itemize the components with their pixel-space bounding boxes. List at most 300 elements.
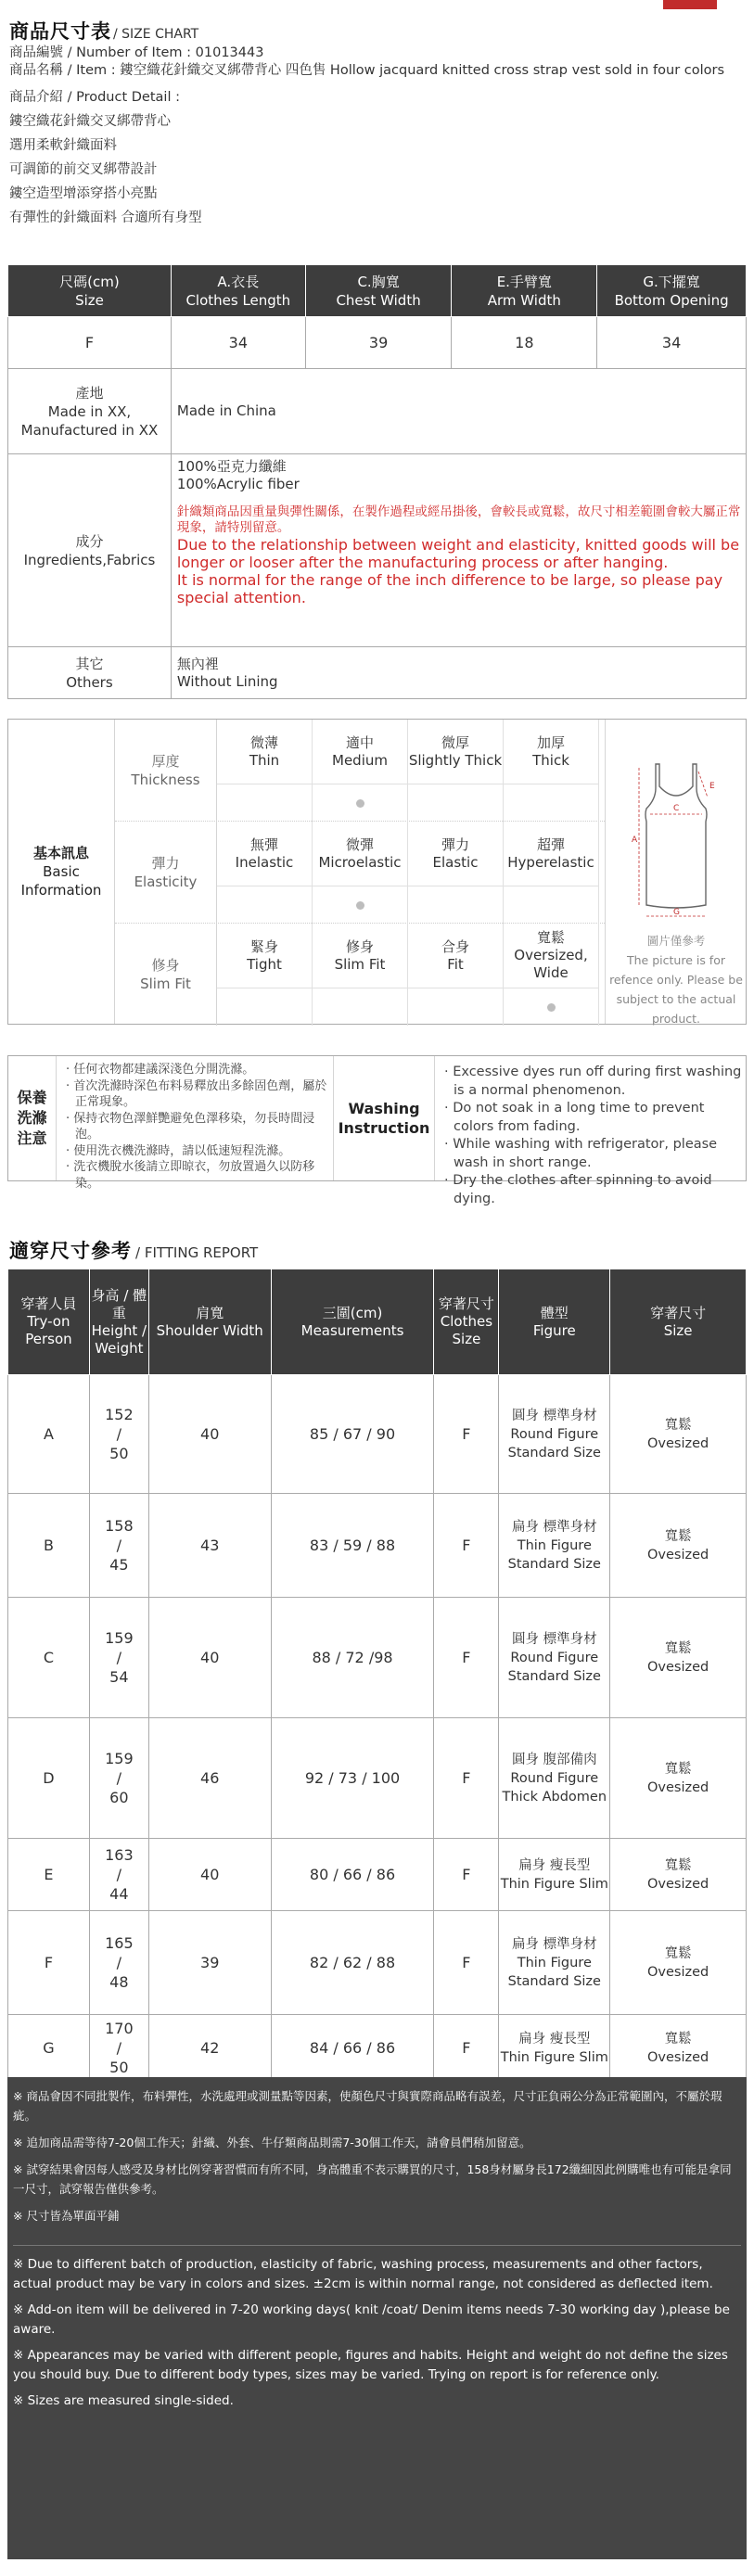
washing-title-zh: [8, 1056, 57, 1180]
try-on-person: C: [43, 1649, 55, 1666]
figure-cell: [499, 1375, 610, 1494]
fitting-header-zh: 身高 / 體重: [91, 1286, 147, 1321]
option-zh: 彈力: [441, 835, 469, 853]
fit-zh: 寬鬆: [664, 1417, 692, 1433]
tank-top-diagram-icon: [619, 757, 734, 924]
fit-en: Ovesized: [646, 1547, 709, 1562]
washing-item-zh: · 使用洗衣機洗滌時，請以低速短程洗滌。: [66, 1143, 291, 1158]
ingredients-label: [8, 454, 172, 647]
washing-item-en: · Do not soak in a long time to prevent colors from fading.: [444, 1101, 705, 1134]
option-zh: 微厚: [441, 733, 469, 751]
size-cell: 34: [597, 317, 747, 369]
option-zh: 無彈: [249, 835, 278, 853]
fitting-header-cell: [148, 1269, 271, 1375]
elasticity-indicator-cell: [408, 886, 504, 924]
fit-size: [610, 1856, 746, 1894]
clothes-size-cell: [434, 1598, 499, 1718]
measurements-cell: [271, 1911, 434, 2015]
clothes-size-cell: [434, 1839, 499, 1911]
weight-value: 60: [109, 1789, 129, 1806]
fit-size-cell: [610, 1718, 747, 1839]
ingredients-line: 100%亞克力纖維: [176, 458, 287, 475]
try-on-person: G: [43, 2039, 55, 2057]
height-weight-cell: [89, 1494, 148, 1598]
try-on-person-cell: [8, 1598, 90, 1718]
fit-en: Ovesized: [646, 1876, 709, 1892]
measurements-cell: [271, 1839, 434, 1911]
basic-info-title-zh: 基本訊息: [32, 845, 89, 861]
intro-line: 選用柔軟針織面料: [9, 138, 117, 153]
origin-label-zh: 產地: [75, 384, 104, 402]
fitting-header-en: Height / Weight: [91, 1321, 147, 1357]
height-weight-cell: [89, 1718, 148, 1839]
height-weight-separator: /: [116, 1649, 122, 1666]
note-zh: ※ 試穿結果會因每人感受及身材比例穿著習慣而有所不同，身高體重不表示購買的尺寸，158身材屬身長172纖細因此例購唯也有可能是拿同一尺寸，試穿報告僅供參考。: [13, 2162, 732, 2196]
fit-zh: 寬鬆: [664, 1640, 692, 1656]
size-header-cell: [452, 265, 597, 317]
figure-en: Thin Figure Slim: [500, 2049, 608, 2065]
height-weight-separator: /: [116, 2039, 122, 2057]
washing-list-en: [441, 1064, 742, 1208]
weight-value: 48: [109, 1973, 129, 1991]
fitting-header-en: Figure: [532, 1321, 576, 1339]
selected-indicator-dot: [356, 901, 364, 910]
elasticity-option: [504, 822, 599, 886]
thickness-option: [408, 720, 504, 784]
size-chart-title-zh: 商品尺寸表: [9, 20, 111, 43]
item-number: 商品編號 / Number of Item : 01013443: [9, 45, 264, 60]
elasticity-indicator-cell: [504, 886, 599, 924]
clothes-size: F: [462, 1425, 471, 1443]
option-en: Hyperelastic: [507, 853, 594, 871]
size-header-zh: C.胸寬: [357, 273, 400, 290]
fitting-report-table: [7, 1269, 747, 2082]
figure-cell: [499, 1911, 610, 2015]
thickness-row: [115, 720, 605, 822]
figure-type: [499, 1751, 609, 1806]
washing-item-text: 洗衣機脫水後請立即晾衣，勿放置過久以防移染。: [73, 1160, 315, 1191]
try-on-person-cell: [8, 1375, 90, 1494]
fitting-row: [8, 1911, 747, 2015]
size-header-en: Bottom Opening: [614, 291, 729, 309]
height-value: 163: [105, 1846, 134, 1864]
size-cell: 39: [305, 317, 452, 369]
washing-item-text: 使用洗衣機洗滌時，請以低速短程洗滌。: [73, 1143, 291, 1158]
size-table: [7, 264, 747, 699]
fitting-header-en: Try-on Person: [25, 1313, 72, 1347]
clothes-size-cell: [434, 1718, 499, 1839]
washing-item-en: · Dry the clothes after spinning to avoid dying.: [444, 1173, 712, 1206]
option-en: Microelastic: [318, 853, 402, 871]
figure-caption: [609, 931, 743, 1028]
intro-line: 有彈性的針織面料 合適所有身型: [9, 210, 202, 225]
dimension-label-c: C: [673, 804, 680, 813]
clothes-size: F: [462, 1649, 471, 1666]
option-zh: 寬鬆: [536, 929, 565, 946]
height-weight-separator: /: [116, 1954, 122, 1971]
figure-type: [499, 1935, 609, 1991]
shoulder-width: 40: [200, 1866, 220, 1883]
figure-caption-en: The picture is for refence only. Please be subject to the actual product.: [609, 953, 743, 1026]
clothes-size: F: [462, 2039, 471, 2057]
fit-zh: 寬鬆: [664, 2031, 692, 2047]
option-zh: 合身: [441, 937, 469, 955]
washing-item-text: Do not soak in a long time to prevent colors from fading.: [453, 1101, 705, 1134]
intro-title: 商品介紹 / Product Detail :: [9, 90, 180, 105]
origin-label-en: Made in XX, Manufactured in XX: [20, 402, 159, 439]
others-label-zh: 其它: [75, 655, 104, 672]
measurements-cell: [271, 1494, 434, 1598]
measurements-cell: [271, 2015, 434, 2082]
note-zh: ※ 追加商品需等待7-20個工作天；針織、外套、牛仔類商品則需7-30個工作天，請會員們稍加留意。: [13, 2136, 531, 2149]
size-header-cell: [305, 265, 452, 317]
origin-value: Made in China: [171, 369, 746, 454]
fitting-header-en: Measurements: [300, 1321, 404, 1339]
figure-type: [499, 1407, 609, 1462]
measurements-cell: [271, 1375, 434, 1494]
notes-en: [13, 2255, 741, 2418]
fitting-header-zh: 體型: [540, 1304, 569, 1321]
height-weight-separator: /: [116, 1769, 122, 1787]
product-intro: [9, 85, 747, 230]
elasticity-option: [408, 822, 504, 886]
measurements-cell: [271, 1718, 434, 1839]
shoulder-width-cell: [148, 1911, 271, 2015]
size-header-zh: E.手臂寬: [496, 273, 552, 290]
shoulder-width-cell: [148, 2015, 271, 2082]
others-content: [171, 647, 746, 699]
fit-zh: 寬鬆: [664, 1945, 692, 1961]
height-value: 159: [105, 1750, 134, 1767]
basic-information-panel: [7, 719, 747, 1025]
height-weight: [90, 1405, 148, 1463]
slimfit-option: [313, 924, 408, 988]
fit-size-cell: [610, 1494, 747, 1598]
fit-size: [610, 1416, 746, 1453]
clothes-size-cell: [434, 1494, 499, 1598]
thickness-indicator-cell: [217, 784, 313, 822]
fitting-header-en: Shoulder Width: [156, 1321, 263, 1339]
measurements: 80 / 66 / 86: [309, 1866, 396, 1883]
option-zh: 超彈: [536, 835, 565, 853]
try-on-person: A: [43, 1425, 54, 1443]
measurements: 88 / 72 /98: [312, 1649, 393, 1666]
thickness-indicator-cell: [408, 784, 504, 822]
thickness-indicator-cell: [313, 784, 408, 822]
garment-figure: [605, 720, 746, 1024]
slimfit-indicator-cell: [217, 988, 313, 1026]
washing-instructions-panel: [7, 1055, 747, 1206]
fitting-report-title: [9, 1236, 258, 1264]
notes-zh: [13, 2086, 741, 2233]
height-weight-cell: [89, 2015, 148, 2082]
fitting-header-cell: [271, 1269, 434, 1375]
figure-zh: 扁身 標準身材: [511, 1936, 597, 1952]
elasticity-indicator-cell: [217, 886, 313, 924]
elasticity-row: [115, 822, 605, 924]
selected-indicator-dot: [356, 799, 364, 808]
size-chart-title: [9, 17, 747, 45]
elasticity-option: [217, 822, 313, 886]
others-row: [8, 647, 747, 699]
height-weight-separator: /: [116, 1537, 122, 1554]
shoulder-width: 43: [200, 1537, 220, 1554]
height-weight-separator: /: [116, 1866, 122, 1883]
fitting-title-zh: 適穿尺寸參考: [9, 1240, 132, 1262]
washing-item-text: Dry the clothes after spinning to avoid dying.: [453, 1173, 712, 1206]
ingredients-label-en: Ingredients,Fabrics: [23, 551, 156, 568]
elasticity-label: [115, 822, 217, 924]
note-zh: ※ 尺寸皆為單面平鋪: [13, 2209, 120, 2223]
option-zh: 微薄: [249, 733, 278, 751]
basic-info-title: [8, 720, 115, 1024]
slimfit-indicator-cell: [408, 988, 504, 1026]
try-on-person: D: [43, 1769, 55, 1787]
row-label-zh: 厚度: [151, 753, 180, 770]
measurements: 84 / 66 / 86: [309, 2039, 396, 2057]
height-weight: [90, 2019, 148, 2077]
note-en: ※ Due to different batch of production, elasticity of fabric, washing process, measurements and other factors, actual product may be vary in colors and sizes. ±2cm is within normal range, not considered as deflected item.: [13, 2257, 713, 2291]
dimension-label-e: E: [709, 782, 715, 791]
figure-en: Thin Figure Standard Size: [507, 1537, 601, 1572]
size-table-header-row: [8, 265, 747, 317]
option-en: Slightly Thick: [408, 751, 503, 769]
clothes-size: F: [462, 1769, 471, 1787]
fit-zh: 寬鬆: [664, 1761, 692, 1777]
option-en: Elastic: [432, 853, 479, 871]
others-line: Without Lining: [176, 672, 278, 690]
clothes-size: F: [462, 1866, 471, 1883]
dimension-label-a: A: [632, 835, 638, 845]
fit-size: [610, 1760, 746, 1797]
ingredients-label-zh: 成分: [75, 532, 104, 550]
fitting-row: [8, 1494, 747, 1598]
fit-size-cell: [610, 2015, 747, 2082]
height-weight: [90, 1933, 148, 1992]
figure-type: [499, 1518, 609, 1574]
figure-cell: [499, 1598, 610, 1718]
measurements: 92 / 73 / 100: [304, 1769, 401, 1787]
option-en: Tight: [247, 955, 282, 973]
figure-cell: [499, 2015, 610, 2082]
fitting-row: [8, 1839, 747, 1911]
fit-en: Ovesized: [646, 1779, 709, 1795]
figure-en: Thin Figure Slim: [500, 1876, 608, 1892]
fitting-row: [8, 1375, 747, 1494]
height-weight-cell: [89, 1598, 148, 1718]
fitting-row: [8, 2015, 747, 2082]
washing-item-zh: · 保持衣物色澤鮮艷避免色澤移染，勿長時間浸泡。: [66, 1111, 315, 1141]
height-weight: [90, 1628, 148, 1687]
fitting-row: [8, 1718, 747, 1839]
size-header-en: Chest Width: [336, 291, 421, 309]
washing-item-text: 首次洗滌時深色布料易釋放出多餘固色劑，屬於正常現象。: [73, 1078, 327, 1109]
slimfit-indicator-cell: [313, 988, 408, 1026]
item-name: 商品名稱 / Item : 鏤空織花針織交叉綁帶背心 四色售 Hollow jacquard knitted cross strap vest sold in four colors: [9, 63, 725, 78]
note-zh: ※ 商品會因不同批製作，布料彈性，水洗處理或測量點等因素，使顏色尺寸與實際商品略有誤差，尺寸正負兩公分為正常範圍內，不屬於瑕疵。: [13, 2089, 722, 2123]
size-cell: F: [8, 317, 172, 369]
weight-value: 54: [109, 1668, 129, 1686]
try-on-person-cell: [8, 1718, 90, 1839]
row-label-en: Slim Fit: [140, 976, 191, 992]
try-on-person: E: [44, 1866, 54, 1883]
fit-size-cell: [610, 1598, 747, 1718]
measurements: 85 / 67 / 90: [309, 1425, 396, 1443]
size-header-zh: A.衣長: [217, 273, 260, 290]
thickness-option: [313, 720, 408, 784]
clothes-size: F: [462, 1954, 471, 1971]
intro-line: 鏤空造型增添穿搭小亮點: [9, 186, 158, 201]
option-en: Medium: [332, 751, 388, 769]
fit-size-cell: [610, 1911, 747, 2015]
slimfit-option: [504, 924, 599, 988]
fit-size: [610, 1639, 746, 1677]
try-on-person-cell: [8, 1494, 90, 1598]
corner-accent-bar: [663, 0, 717, 9]
note-en: ※ Appearances may be varied with different people, figures and habits. Height and weight do not define the sizes you should buy. Due to different body types, sizes may be varied. Trying on report is for reference only.: [13, 2348, 728, 2382]
fitting-title-en: / FITTING REPORT: [135, 1244, 259, 1261]
figure-caption-zh: 圖片僅參考: [646, 934, 706, 948]
height-value: 165: [105, 1934, 134, 1952]
try-on-person: F: [44, 1954, 54, 1971]
fitting-header-row: [8, 1269, 747, 1375]
slimfit-row: [115, 924, 605, 1026]
thickness-indicator-cell: [504, 784, 599, 822]
washing-item-text: Excessive dyes run off during first washing is a normal phenomenon.: [453, 1065, 742, 1098]
figure-zh: 扁身 標準身材: [511, 1519, 597, 1535]
weight-value: 50: [109, 2059, 129, 2076]
row-label-zh: 彈力: [151, 855, 180, 872]
slimfit-option: [217, 924, 313, 988]
fit-en: Ovesized: [646, 2049, 709, 2065]
size-header-zh: G.下擺寬: [643, 273, 700, 290]
washing-title-zh-text: 保養洗滌注意: [17, 1089, 47, 1147]
figure-cell: [499, 1839, 610, 1911]
product-header: [9, 17, 747, 230]
size-header-en: Clothes Length: [185, 291, 291, 309]
option-en: Thick: [532, 751, 569, 769]
size-header-en: Size: [75, 291, 104, 309]
fitting-header-cell: [8, 1269, 90, 1375]
option-en: Slim Fit: [334, 955, 386, 973]
shoulder-width-cell: [148, 1494, 271, 1598]
washing-title-en: Washing Instruction: [333, 1056, 435, 1180]
figure-zh: 扁身 瘦長型: [518, 1857, 591, 1873]
slimfit-indicator-cell: [504, 988, 599, 1026]
ingredients-content: [171, 454, 746, 647]
shoulder-width: 46: [200, 1769, 220, 1787]
ingredients-row: [8, 454, 747, 647]
intro-line: 鏤空織花針織交叉綁帶背心: [9, 114, 171, 129]
note-en: ※ Sizes are measured single-sided.: [13, 2393, 234, 2408]
fit-size-cell: [610, 1839, 747, 1911]
option-zh: 微彈: [345, 835, 374, 853]
try-on-person: B: [43, 1537, 54, 1554]
figure-en: Round Figure Standard Size: [507, 1426, 601, 1460]
option-en: Thin: [249, 751, 280, 769]
shoulder-width-cell: [148, 1375, 271, 1494]
height-value: 152: [105, 1406, 134, 1423]
washing-item-text: 任何衣物都建議深淺色分開洗滌。: [73, 1063, 255, 1077]
weight-value: 44: [109, 1885, 129, 1903]
height-value: 159: [105, 1629, 134, 1647]
try-on-person-cell: [8, 1839, 90, 1911]
figure-zh: 圓身 標準身材: [511, 1631, 597, 1647]
basic-info-title-en: Basic Information: [20, 863, 102, 899]
option-en: Inelastic: [235, 853, 294, 871]
shoulder-width: 42: [200, 2039, 220, 2057]
figure-type: [499, 2030, 609, 2067]
others-label: [8, 647, 172, 699]
shoulder-width: 39: [200, 1954, 220, 1971]
fitting-row: [8, 1598, 747, 1718]
height-weight: [90, 1516, 148, 1575]
washing-item-en: · Excessive dyes run off during first washing is a normal phenomenon.: [444, 1065, 742, 1098]
fit-zh: 寬鬆: [664, 1857, 692, 1873]
row-label-en: Thickness: [131, 772, 200, 788]
height-weight-cell: [89, 1911, 148, 2015]
slimfit-label: [115, 924, 217, 1026]
height-value: 170: [105, 2020, 134, 2037]
origin-label: [8, 369, 172, 454]
clothes-size-cell: [434, 1375, 499, 1494]
try-on-person-cell: [8, 1911, 90, 2015]
figure-type: [499, 1856, 609, 1894]
size-cell: 34: [171, 317, 305, 369]
others-label-en: Others: [66, 673, 113, 691]
washing-item-zh: · 洗衣機脫水後請立即晾衣，勿放置過久以防移染。: [66, 1160, 315, 1191]
fit-en: Ovesized: [646, 1435, 709, 1451]
fitting-header-cell: [610, 1269, 747, 1375]
fit-size: [610, 1527, 746, 1564]
origin-row: [8, 369, 747, 454]
fitting-header-en: Size: [663, 1321, 693, 1339]
shoulder-width-cell: [148, 1598, 271, 1718]
washing-list-zh: [64, 1062, 331, 1192]
fitting-header-cell: [434, 1269, 499, 1375]
size-header-en: Arm Width: [487, 291, 561, 309]
fitting-header-zh: 肩寬: [196, 1304, 224, 1321]
fit-size: [610, 1945, 746, 1982]
weight-value: 45: [109, 1556, 129, 1574]
washing-item-zh: · 任何衣物都建議深淺色分開洗滌。: [66, 1063, 255, 1077]
height-weight-cell: [89, 1375, 148, 1494]
fitting-header-cell: [499, 1269, 610, 1375]
fit-zh: 寬鬆: [664, 1528, 692, 1544]
knit-note-en: It is normal for the range of the inch difference to be large, so please pay special attention.: [176, 571, 723, 606]
height-value: 158: [105, 1517, 134, 1535]
clothes-size-cell: [434, 1911, 499, 2015]
height-weight: [90, 1845, 148, 1904]
shoulder-width: 40: [200, 1425, 220, 1443]
size-header-zh: 尺碼(cm): [59, 273, 120, 290]
fit-en: Ovesized: [646, 1659, 709, 1675]
notes-divider: [13, 2245, 741, 2246]
weight-value: 50: [109, 1445, 129, 1462]
fitting-header-zh: 三圍(cm): [322, 1304, 383, 1321]
size-chart-title-en: / SIZE CHART: [113, 27, 199, 42]
fit-size-cell: [610, 1375, 747, 1494]
row-label-en: Elasticity: [134, 874, 198, 890]
size-cell: 18: [452, 317, 597, 369]
option-zh: 修身: [345, 937, 374, 955]
clothes-size: F: [462, 1537, 471, 1554]
basic-info-grid: [115, 720, 605, 1026]
others-line: 無內裡: [176, 655, 219, 672]
dimension-label-g: G: [673, 908, 680, 917]
elasticity-indicator-cell: [313, 886, 408, 924]
height-weight: [90, 1749, 148, 1807]
